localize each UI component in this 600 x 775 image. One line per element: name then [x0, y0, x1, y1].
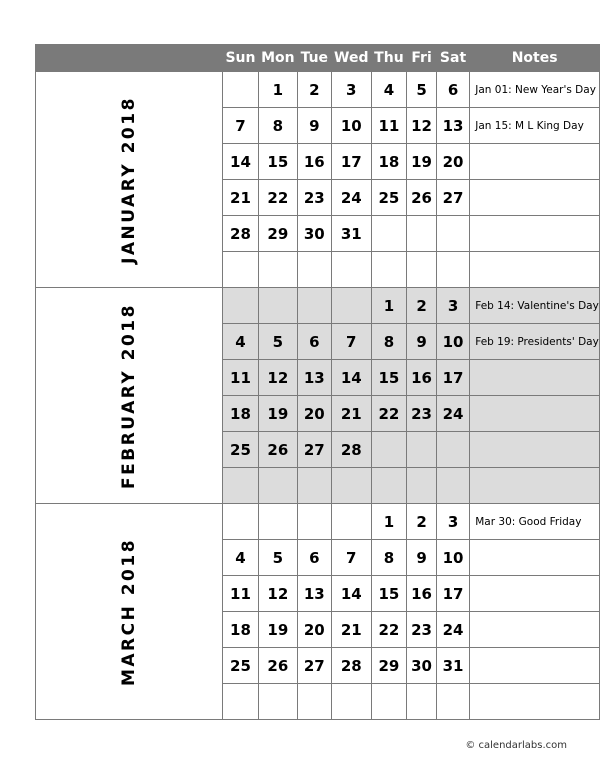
weekday-header: Mon — [259, 45, 298, 72]
note-cell — [470, 576, 600, 612]
day-cell: 17 — [331, 144, 371, 180]
day-cell — [436, 216, 469, 252]
day-cell: 5 — [407, 72, 437, 108]
notes-header: Notes — [470, 45, 600, 72]
weekday-header: Tue — [297, 45, 331, 72]
day-cell: 16 — [407, 576, 437, 612]
week-row — [36, 72, 600, 108]
day-cell — [371, 684, 407, 720]
day-cell: 22 — [371, 612, 407, 648]
day-cell — [222, 252, 258, 288]
day-cell: 8 — [259, 108, 298, 144]
day-cell — [259, 684, 298, 720]
day-cell — [222, 684, 258, 720]
day-cell: 3 — [436, 504, 469, 540]
calendar-body — [36, 72, 600, 720]
day-cell: 31 — [436, 648, 469, 684]
day-cell: 5 — [259, 324, 298, 360]
day-cell — [407, 432, 437, 468]
day-cell: 17 — [436, 576, 469, 612]
day-cell — [331, 468, 371, 504]
day-cell: 2 — [407, 504, 437, 540]
day-cell: 19 — [259, 396, 298, 432]
day-cell: 15 — [371, 576, 407, 612]
day-cell: 10 — [436, 324, 469, 360]
day-cell: 13 — [297, 360, 331, 396]
weekday-header: Sat — [436, 45, 469, 72]
note-cell: Jan 15: M L King Day — [470, 108, 600, 144]
day-cell: 12 — [259, 360, 298, 396]
note-cell — [470, 396, 600, 432]
day-cell: 6 — [297, 324, 331, 360]
day-cell — [331, 252, 371, 288]
month-label-cell — [36, 504, 223, 720]
day-cell — [222, 288, 258, 324]
day-cell: 21 — [331, 612, 371, 648]
week-row — [36, 504, 600, 540]
day-cell: 3 — [331, 72, 371, 108]
site-link[interactable]: calendarlabs.com — [478, 740, 567, 751]
day-cell: 25 — [222, 432, 258, 468]
day-cell: 17 — [436, 360, 469, 396]
week-row — [36, 288, 600, 324]
day-cell — [371, 468, 407, 504]
day-cell: 6 — [297, 540, 331, 576]
month-label-cell — [36, 288, 223, 504]
note-cell: Mar 30: Good Friday — [470, 504, 600, 540]
day-cell — [436, 684, 469, 720]
day-cell — [331, 288, 371, 324]
day-cell: 7 — [222, 108, 258, 144]
day-cell: 28 — [331, 432, 371, 468]
day-cell: 9 — [407, 324, 437, 360]
day-cell: 8 — [371, 324, 407, 360]
day-cell: 15 — [259, 144, 298, 180]
note-cell — [470, 468, 600, 504]
day-cell — [436, 252, 469, 288]
day-cell — [407, 252, 437, 288]
day-cell: 1 — [371, 504, 407, 540]
day-cell — [259, 468, 298, 504]
day-cell: 22 — [371, 396, 407, 432]
day-cell: 18 — [222, 612, 258, 648]
note-cell — [470, 432, 600, 468]
day-cell — [331, 684, 371, 720]
note-cell — [470, 684, 600, 720]
day-cell: 13 — [436, 108, 469, 144]
day-cell: 4 — [222, 540, 258, 576]
day-cell: 9 — [407, 540, 437, 576]
day-cell: 26 — [259, 648, 298, 684]
weekday-header-row — [36, 45, 600, 72]
note-cell — [470, 144, 600, 180]
day-cell: 25 — [371, 180, 407, 216]
day-cell: 12 — [407, 108, 437, 144]
day-cell: 31 — [331, 216, 371, 252]
day-cell: 15 — [371, 360, 407, 396]
day-cell: 1 — [259, 72, 298, 108]
day-cell: 8 — [371, 540, 407, 576]
note-cell — [470, 216, 600, 252]
day-cell: 2 — [297, 72, 331, 108]
header-corner — [36, 45, 223, 72]
day-cell: 3 — [436, 288, 469, 324]
month-label: FEBRUARY 2018 — [118, 302, 139, 489]
day-cell: 18 — [371, 144, 407, 180]
day-cell: 26 — [407, 180, 437, 216]
day-cell: 25 — [222, 648, 258, 684]
day-cell: 4 — [371, 72, 407, 108]
footer-credit — [465, 740, 567, 751]
weekday-header: Wed — [331, 45, 371, 72]
day-cell: 11 — [222, 360, 258, 396]
weekday-header: Thu — [371, 45, 407, 72]
day-cell: 19 — [407, 144, 437, 180]
day-cell: 20 — [297, 396, 331, 432]
day-cell — [331, 504, 371, 540]
day-cell: 14 — [331, 360, 371, 396]
day-cell: 24 — [436, 612, 469, 648]
day-cell: 11 — [371, 108, 407, 144]
note-cell — [470, 252, 600, 288]
weekday-header: Fri — [407, 45, 437, 72]
day-cell: 12 — [259, 576, 298, 612]
day-cell: 26 — [259, 432, 298, 468]
day-cell: 30 — [297, 216, 331, 252]
day-cell: 23 — [407, 612, 437, 648]
note-cell — [470, 360, 600, 396]
day-cell: 11 — [222, 576, 258, 612]
note-cell — [470, 180, 600, 216]
day-cell — [297, 504, 331, 540]
day-cell — [407, 684, 437, 720]
day-cell: 7 — [331, 324, 371, 360]
day-cell: 20 — [436, 144, 469, 180]
day-cell — [259, 504, 298, 540]
copyright-symbol: © — [465, 740, 476, 751]
day-cell — [297, 252, 331, 288]
day-cell — [371, 216, 407, 252]
day-cell: 20 — [297, 612, 331, 648]
weekday-header: Sun — [222, 45, 258, 72]
month-label-cell — [36, 72, 223, 288]
day-cell: 7 — [331, 540, 371, 576]
quarterly-calendar — [35, 44, 600, 720]
note-cell: Feb 19: Presidents' Day — [470, 324, 600, 360]
day-cell: 29 — [371, 648, 407, 684]
day-cell — [297, 288, 331, 324]
day-cell: 4 — [222, 324, 258, 360]
day-cell — [407, 468, 437, 504]
day-cell: 23 — [297, 180, 331, 216]
day-cell — [297, 468, 331, 504]
day-cell — [259, 252, 298, 288]
day-cell: 28 — [222, 216, 258, 252]
day-cell: 27 — [436, 180, 469, 216]
day-cell — [222, 468, 258, 504]
day-cell: 23 — [407, 396, 437, 432]
day-cell: 27 — [297, 648, 331, 684]
day-cell: 10 — [436, 540, 469, 576]
day-cell — [407, 216, 437, 252]
day-cell: 22 — [259, 180, 298, 216]
note-cell — [470, 612, 600, 648]
day-cell: 18 — [222, 396, 258, 432]
day-cell — [222, 504, 258, 540]
day-cell — [371, 432, 407, 468]
day-cell — [436, 432, 469, 468]
day-cell — [436, 468, 469, 504]
day-cell: 16 — [297, 144, 331, 180]
month-label: JANUARY 2018 — [118, 95, 139, 264]
day-cell: 2 — [407, 288, 437, 324]
day-cell: 13 — [297, 576, 331, 612]
day-cell — [222, 72, 258, 108]
day-cell: 6 — [436, 72, 469, 108]
day-cell: 21 — [331, 396, 371, 432]
day-cell — [297, 684, 331, 720]
day-cell: 30 — [407, 648, 437, 684]
day-cell: 29 — [259, 216, 298, 252]
day-cell — [371, 252, 407, 288]
day-cell: 19 — [259, 612, 298, 648]
day-cell: 9 — [297, 108, 331, 144]
day-cell: 27 — [297, 432, 331, 468]
day-cell: 21 — [222, 180, 258, 216]
note-cell — [470, 648, 600, 684]
day-cell: 10 — [331, 108, 371, 144]
note-cell: Jan 01: New Year's Day — [470, 72, 600, 108]
day-cell: 24 — [331, 180, 371, 216]
day-cell: 24 — [436, 396, 469, 432]
day-cell: 5 — [259, 540, 298, 576]
day-cell: 14 — [222, 144, 258, 180]
note-cell — [470, 540, 600, 576]
day-cell: 1 — [371, 288, 407, 324]
note-cell: Feb 14: Valentine's Day — [470, 288, 600, 324]
day-cell: 16 — [407, 360, 437, 396]
month-label: MARCH 2018 — [118, 537, 139, 686]
day-cell: 14 — [331, 576, 371, 612]
day-cell — [259, 288, 298, 324]
day-cell: 28 — [331, 648, 371, 684]
